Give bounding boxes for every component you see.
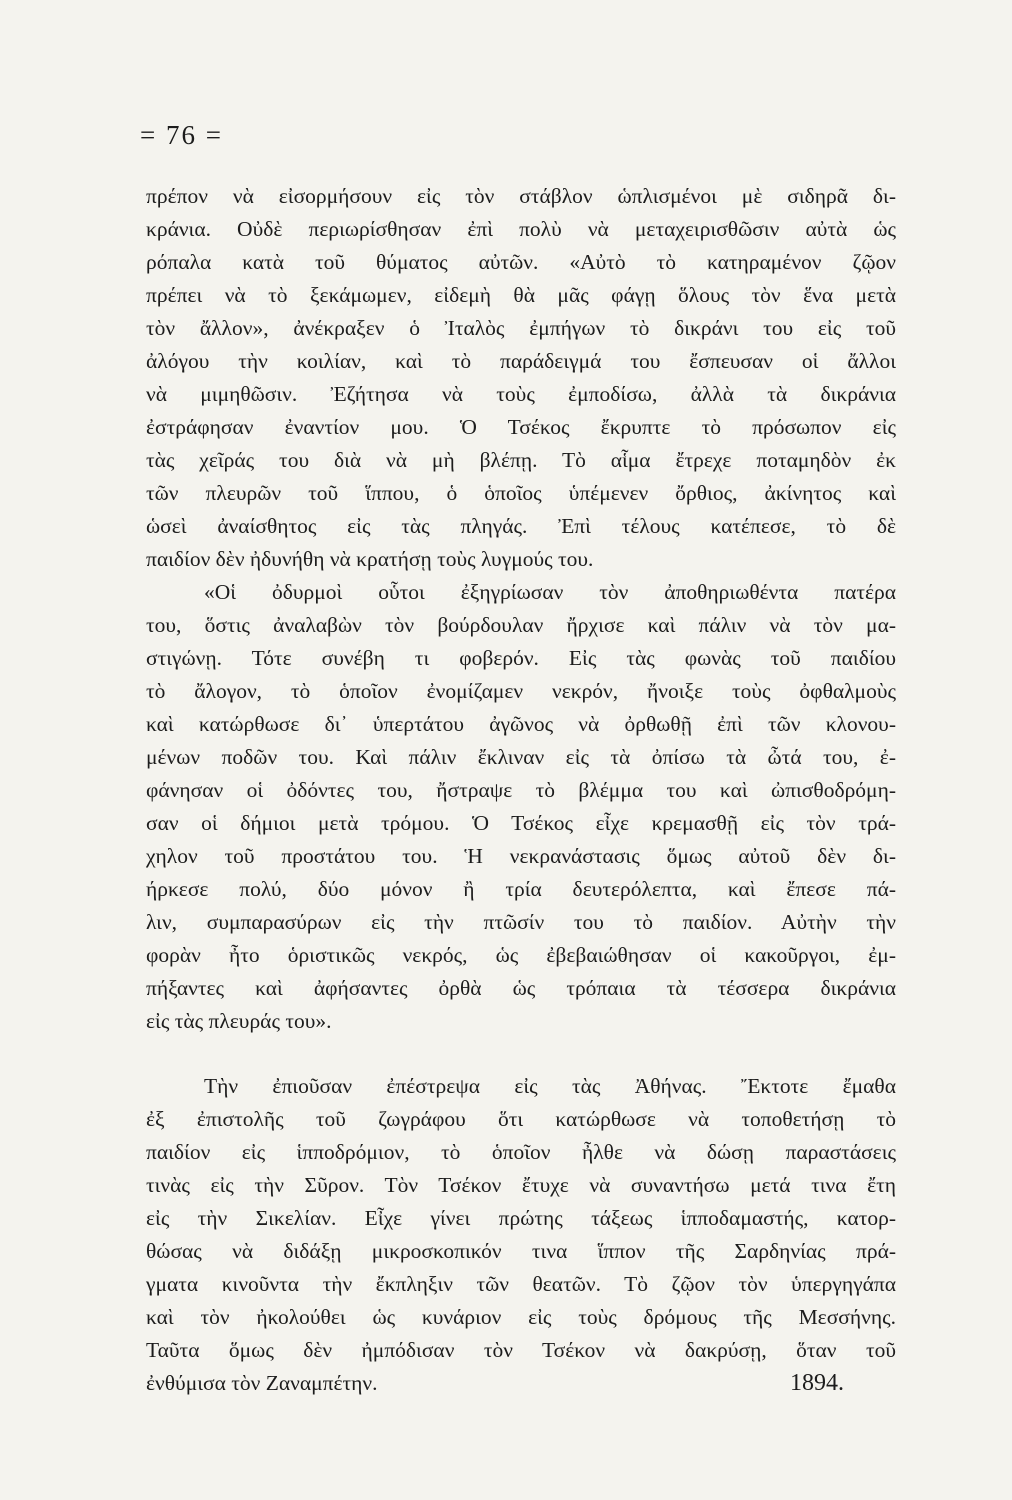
text-line: νὰ μιμηθῶσιν. Ἐζήτησα νὰ τοὺς ἐμποδίσω, ἀλλὰ τὰ δικράνια xyxy=(146,382,896,406)
text-line: λιν, συμπαρασύρων εἰς τὴν πτῶσίν του τὸ παιδίον. Αὐτὴν τὴν xyxy=(146,910,896,934)
text-line: ρόπαλα κατὰ τοῦ θύματος αὐτῶν. «Αὐτὸ τὸ κατηραμένον ζῷον xyxy=(146,250,896,274)
closing-row xyxy=(146,1367,896,1400)
text-line: Ταῦτα ὅμως δὲν ἠμπόδισαν τὸν Τσέκον νὰ δακρύσῃ, ὅταν τοῦ xyxy=(146,1338,896,1362)
text-line: ὡσεὶ ἀναίσθητος εἰς τὰς πληγάς. Ἐπὶ τέλους κατέπεσε, τὸ δὲ xyxy=(146,514,896,538)
text-line: τὰς χεῖράς του διὰ νὰ μὴ βλέπῃ. Τὸ αἷμα ἔτρεχε ποταμηδὸν ἐκ xyxy=(146,448,896,472)
text-line: ἐστράφησαν ἐναντίον μου. Ὁ Τσέκος ἔκρυπτε τὸ πρόσωπον εἰς xyxy=(146,415,896,439)
text-line: τῶν πλευρῶν τοῦ ἵππου, ὁ ὁποῖος ὑπέμενεν ὄρθιος, ἀκίνητος καὶ xyxy=(146,481,896,505)
text-line: «Οἱ ὀδυρμοὶ οὗτοι ἐξηγρίωσαν τὸν ἀποθηριωθέντα πατέρα xyxy=(204,580,896,604)
text-line: παιδίον εἰς ἱπποδρόμιον, τὸ ὁποῖον ἦλθε νὰ δώσῃ παραστάσεις xyxy=(146,1140,896,1164)
text-line: φορὰν ἦτο ὁριστικῶς νεκρός, ὡς ἐβεβαιώθησαν οἱ κακοῦργοι, ἐμ- xyxy=(146,943,896,967)
text-line: παιδίον δὲν ἠδυνήθη νὰ κρατήσῃ τοὺς λυγμούς του. xyxy=(146,547,594,571)
text-line: καὶ κατώρθωσε δι᾽ ὑπερτάτου ἀγῶνος νὰ ὀρθωθῇ ἐπὶ τῶν κλονου- xyxy=(146,712,896,736)
text-line: στιγώνῃ. Τότε συνέβη τι φοβερόν. Εἰς τὰς φωνὰς τοῦ παιδίου xyxy=(146,646,896,670)
text-line: εἰς τὰς πλευράς του». xyxy=(146,1009,332,1033)
paragraph-1 xyxy=(146,180,896,576)
paragraph-2 xyxy=(146,576,896,1038)
text-line: ἐξ ἐπιστολῆς τοῦ ζωγράφου ὅτι κατώρθωσε νὰ τοποθετήσῃ τὸ xyxy=(146,1107,896,1131)
text-line: μένων ποδῶν του. Καὶ πάλιν ἔκλιναν εἰς τὰ ὀπίσω τὰ ὦτά του, ἐ- xyxy=(146,745,896,769)
body-text xyxy=(146,180,896,1400)
text-line: του, ὅστις ἀναλαβὼν τὸν βούρδουλαν ἤρχισε καὶ πάλιν νὰ τὸν μα- xyxy=(146,613,896,637)
text-line: τινὰς εἰς τὴν Σῦρον. Τὸν Τσέκον ἔτυχε νὰ συναντήσω μετά τινα ἔτη xyxy=(146,1173,896,1197)
text-line: ήρκεσε πολύ, δύο μόνον ἢ τρία δευτερόλεπτα, καὶ ἔπεσε πά- xyxy=(146,877,896,901)
text-line: πήξαντες καὶ ἀφήσαντες ὀρθὰ ὡς τρόπαια τὰ τέσσερα δικράνια xyxy=(146,976,896,1000)
date-signature: 1894. xyxy=(790,1370,844,1396)
text-line: ἀλόγου τὴν κοιλίαν, καὶ τὸ παράδειγμά του ἔσπευσαν οἱ ἄλλοι xyxy=(146,349,896,373)
text-line: θώσας νὰ διδάξῃ μικροσκοπικόν τινα ἵππον τῆς Σαρδηνίας πρά- xyxy=(146,1239,896,1263)
text-line: εἰς τὴν Σικελίαν. Εἶχε γίνει πρώτης τάξεως ἱπποδαμαστής, κατορ- xyxy=(146,1206,896,1230)
text-line: χηλον τοῦ προστάτου του. Ἡ νεκρανάστασις ὅμως αὐτοῦ δὲν δι- xyxy=(146,844,896,868)
text-line: γματα κινοῦντα τὴν ἔκπληξιν τῶν θεατῶν. Τὸ ζῷον τὸν ὑπεργηγάπα xyxy=(146,1272,896,1296)
text-line: πρέπει νὰ τὸ ξεκάμωμεν, εἰδεμὴ θὰ μᾶς φάγῃ ὅλους τὸν ἕνα μετὰ xyxy=(146,283,896,307)
text-line: καὶ τὸν ἠκολούθει ὡς κυνάριον εἰς τοὺς δρόμους τῆς Μεσσήνης. xyxy=(146,1305,896,1329)
text-line: Τὴν ἐπιοῦσαν ἐπέστρεψα εἰς τὰς Ἀθήνας. Ἔκτοτε ἔμαθα xyxy=(204,1074,896,1098)
paragraph-3 xyxy=(146,1070,896,1367)
text-line: τὸν ἄλλον», ἀνέκραξεν ὁ Ἰταλὸς ἐμπήγων τὸ δικράνι του εἰς τοῦ xyxy=(146,316,896,340)
text-line: φάνησαν οἱ ὀδόντες του, ἤστραψε τὸ βλέμμα του καὶ ὠπισθοδρόμη- xyxy=(146,778,896,802)
text-line: τὸ ἄλογον, τὸ ὁποῖον ἐνομίζαμεν νεκρόν, ἤνοιξε τοὺς ὀφθαλμοὺς xyxy=(146,679,896,703)
text-line: κράνια. Οὐδὲ περιωρίσθησαν ἐπὶ πολὺ νὰ μεταχειρισθῶσιν αὐτὰ ὡς xyxy=(146,217,896,241)
text-line: σαν οἱ δήμιοι μετὰ τρόμου. Ὁ Τσέκος εἶχε κρεμασθῇ εἰς τὸν τρά- xyxy=(146,811,896,835)
page-number: = 76 = xyxy=(140,120,223,150)
text-line: πρέπον νὰ εἰσορμήσουν εἰς τὸν στάβλον ὡπλισμένοι μὲ σιδηρᾶ δι- xyxy=(146,184,896,208)
closing-line: ἐνθύμισα τὸν Ζαναμπέτην. xyxy=(146,1371,378,1395)
